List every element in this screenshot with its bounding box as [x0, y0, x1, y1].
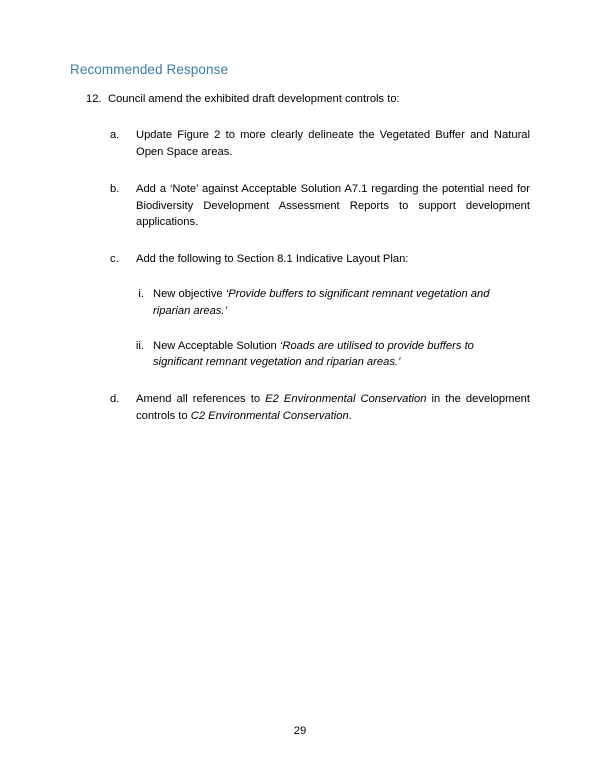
numbered-item-12 — [86, 91, 542, 107]
list-item-text: Update Figure 2 to more clearly delineate the Vegetated Buffer and Natural Open Space areas. — [136, 129, 530, 159]
list-item-text: Add the following to Section 8.1 Indicative Layout Plan: — [136, 253, 409, 266]
section-heading: Recommended Response — [70, 62, 229, 77]
list-marker: i. — [138, 288, 144, 301]
item-middle-text: in the development controls to — [136, 393, 530, 422]
roman-item-quote: ‘Provide buffers to significant remnant vegetation and riparian areas.’ — [153, 288, 490, 317]
roman-item-lead: New Acceptable Solution — [153, 339, 280, 352]
list-item-text: Add a ‘Note’ against Acceptable Solution A7.1 regarding the potential need for Biodiversity Development Assessment Reports to support development applications. — [136, 182, 530, 229]
list-item — [110, 391, 542, 425]
list-item-text — [153, 338, 542, 372]
list-marker: c. — [110, 253, 119, 266]
list-marker: d. — [110, 393, 120, 406]
list-item-text — [136, 391, 542, 425]
roman-item-quote: ‘Roads are utilised to provide buffers to significant remnant vegetation and riparian areas.’ — [153, 339, 474, 369]
item-italic-term-2: C2 Environmental Conservation — [190, 410, 349, 422]
item-tail-text: . — [348, 410, 352, 422]
list-marker: a. — [110, 129, 120, 142]
roman-item-lead: New objective — [153, 288, 226, 301]
list-item — [120, 338, 542, 372]
numbered-item-text: Council amend the exhibited draft development controls to: — [108, 93, 400, 105]
page-number: 29 — [293, 725, 307, 737]
list-item — [110, 127, 542, 161]
list-marker: 12. — [86, 93, 102, 105]
item-italic-term-1: E2 Environmental Conservation — [265, 393, 427, 406]
list-marker: ii. — [135, 339, 144, 352]
list-item — [110, 251, 542, 268]
list-marker: b. — [110, 182, 120, 195]
list-item — [120, 286, 542, 320]
list-item — [110, 181, 542, 231]
alpha-list — [58, 127, 542, 425]
roman-list — [58, 286, 542, 371]
list-item-text — [153, 286, 542, 320]
item-lead-text: Amend all references to — [136, 393, 266, 406]
